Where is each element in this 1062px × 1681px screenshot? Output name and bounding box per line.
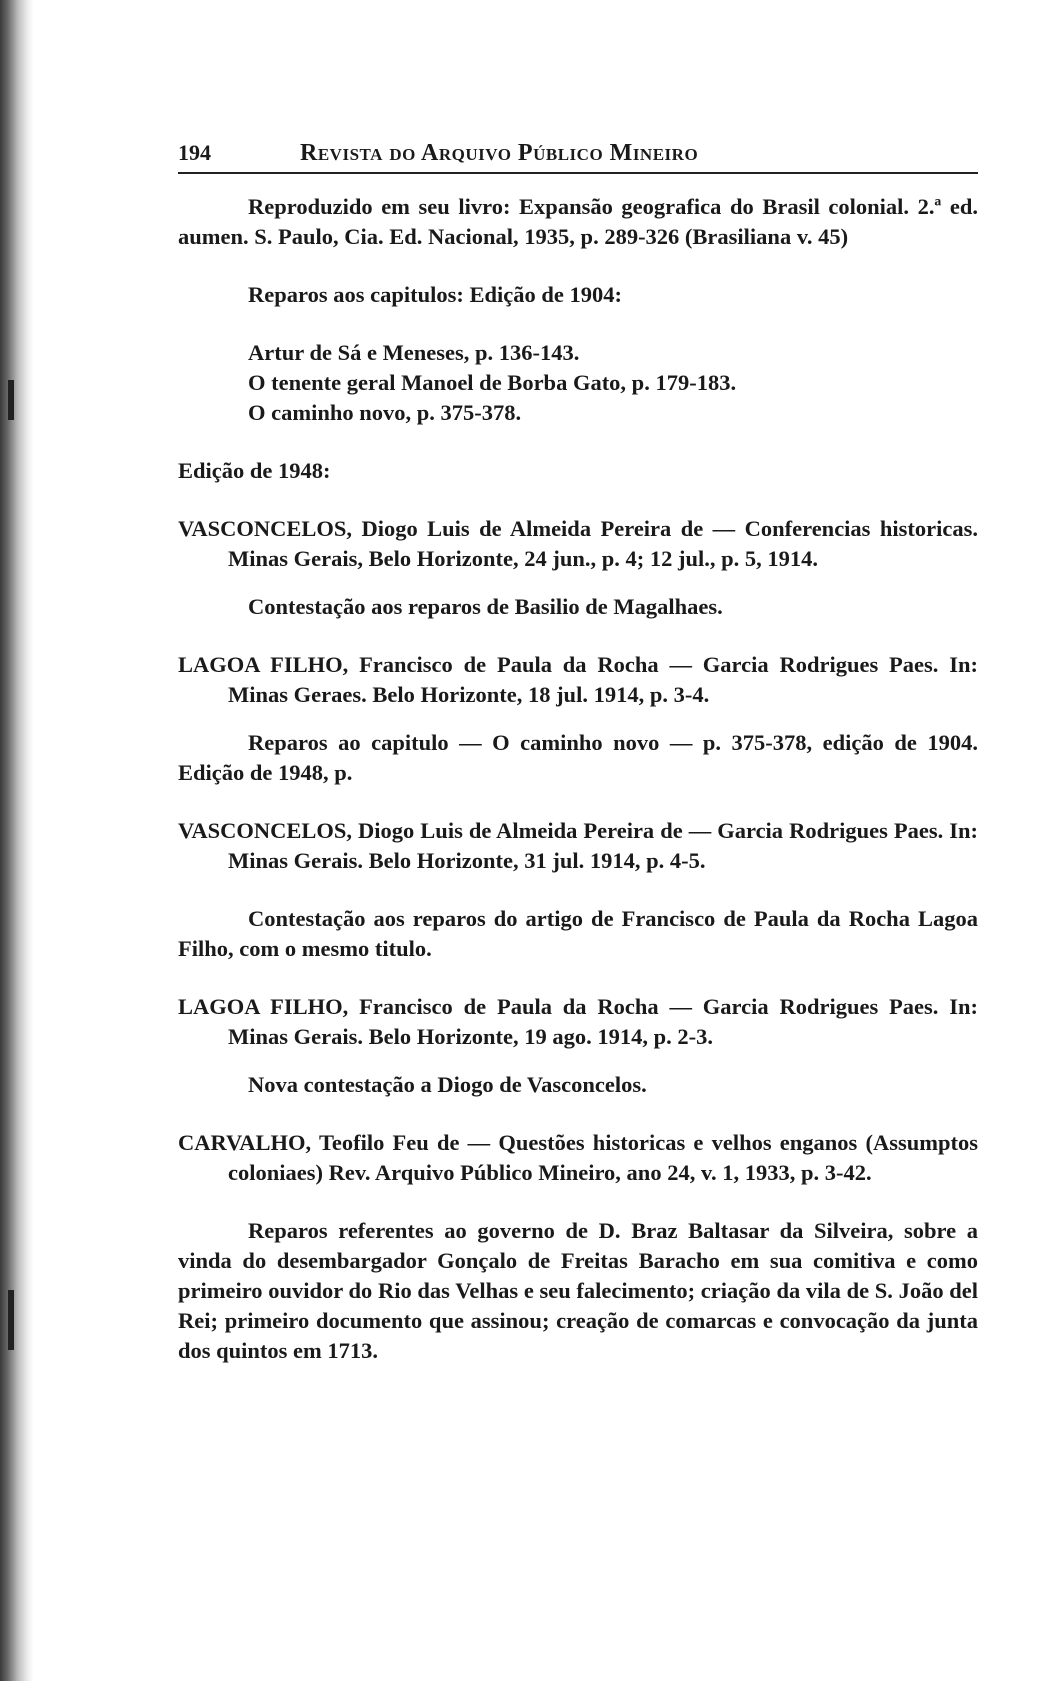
paragraph-reparos-capitulos: Reparos aos capitulos: Edição de 1904:	[248, 282, 622, 307]
bibliography-entry: VASCONCELOS, Diogo Luis de Almeida Pereira de — Conferencias historicas. Minas Gerais, Belo Horizonte, 24 jun., p. 4; 12 jul., p. 5, 1914.	[178, 516, 978, 571]
annotation: Contestação aos reparos do artigo de Francisco de Paula da Rocha Lagoa Filho, com o mesmo titulo.	[178, 906, 978, 961]
header-rule	[178, 172, 978, 174]
scan-artifact	[8, 1290, 14, 1350]
bibliography-entry: CARVALHO, Teofilo Feu de — Questões historicas e velhos enganos (Assumptos coloniaes) Rev. Arquivo Público Mineiro, ano 24, v. 1, 1933, p. 3-42.	[178, 1130, 978, 1185]
running-header	[178, 140, 978, 170]
chapter-list	[178, 338, 978, 428]
journal-title: Revista do Arquivo Público Mineiro	[300, 140, 699, 166]
scan-artifact	[8, 380, 14, 420]
list-item: O caminho novo, p. 375-378.	[248, 400, 522, 425]
annotation: Reparos ao capitulo — O caminho novo — p. 375-378, edição de 1904. Edição de 1948, p.	[178, 730, 978, 785]
annotation: Contestação aos reparos de Basilio de Magalhaes.	[248, 594, 723, 619]
bibliography-entry: LAGOA FILHO, Francisco de Paula da Rocha — Garcia Rodrigues Paes. In: Minas Geraes. Belo Horizonte, 18 jul. 1914, p. 3-4.	[178, 652, 978, 707]
document-page	[178, 0, 978, 1681]
edition-heading: Edição de 1948:	[178, 458, 331, 483]
page-number: 194	[178, 140, 211, 165]
book-spine-shadow	[0, 0, 34, 1681]
annotation: Nova contestação a Diogo de Vasconcelos.	[248, 1072, 647, 1097]
body-text	[178, 192, 978, 1366]
paragraph-reproduzido: Reproduzido em seu livro: Expansão geografica do Brasil colonial. 2.ª ed. aumen. S. Paulo, Cia. Ed. Nacional, 1935, p. 289-326 (Brasiliana v. 45)	[178, 194, 978, 249]
annotation: Reparos referentes ao governo de D. Braz Baltasar da Silveira, sobre a vinda do desembargador Gonçalo de Freitas Baracho em sua comitiva e como primeiro ouvidor do Rio das Velhas e seu falecimento; criação da vila de S. João del Rei; primeiro documento que assinou; creação de comarcas e convocação da junta dos quintos em 1713.	[178, 1218, 978, 1363]
list-item: O tenente geral Manoel de Borba Gato, p. 179-183.	[248, 370, 737, 395]
bibliography-entry: LAGOA FILHO, Francisco de Paula da Rocha — Garcia Rodrigues Paes. In: Minas Gerais. Belo Horizonte, 19 ago. 1914, p. 2-3.	[178, 994, 978, 1049]
bibliography-entry: VASCONCELOS, Diogo Luis de Almeida Pereira de — Garcia Rodrigues Paes. In: Minas Gerais. Belo Horizonte, 31 jul. 1914, p. 4-5.	[178, 818, 978, 873]
list-item: Artur de Sá e Meneses, p. 136-143.	[248, 340, 580, 365]
